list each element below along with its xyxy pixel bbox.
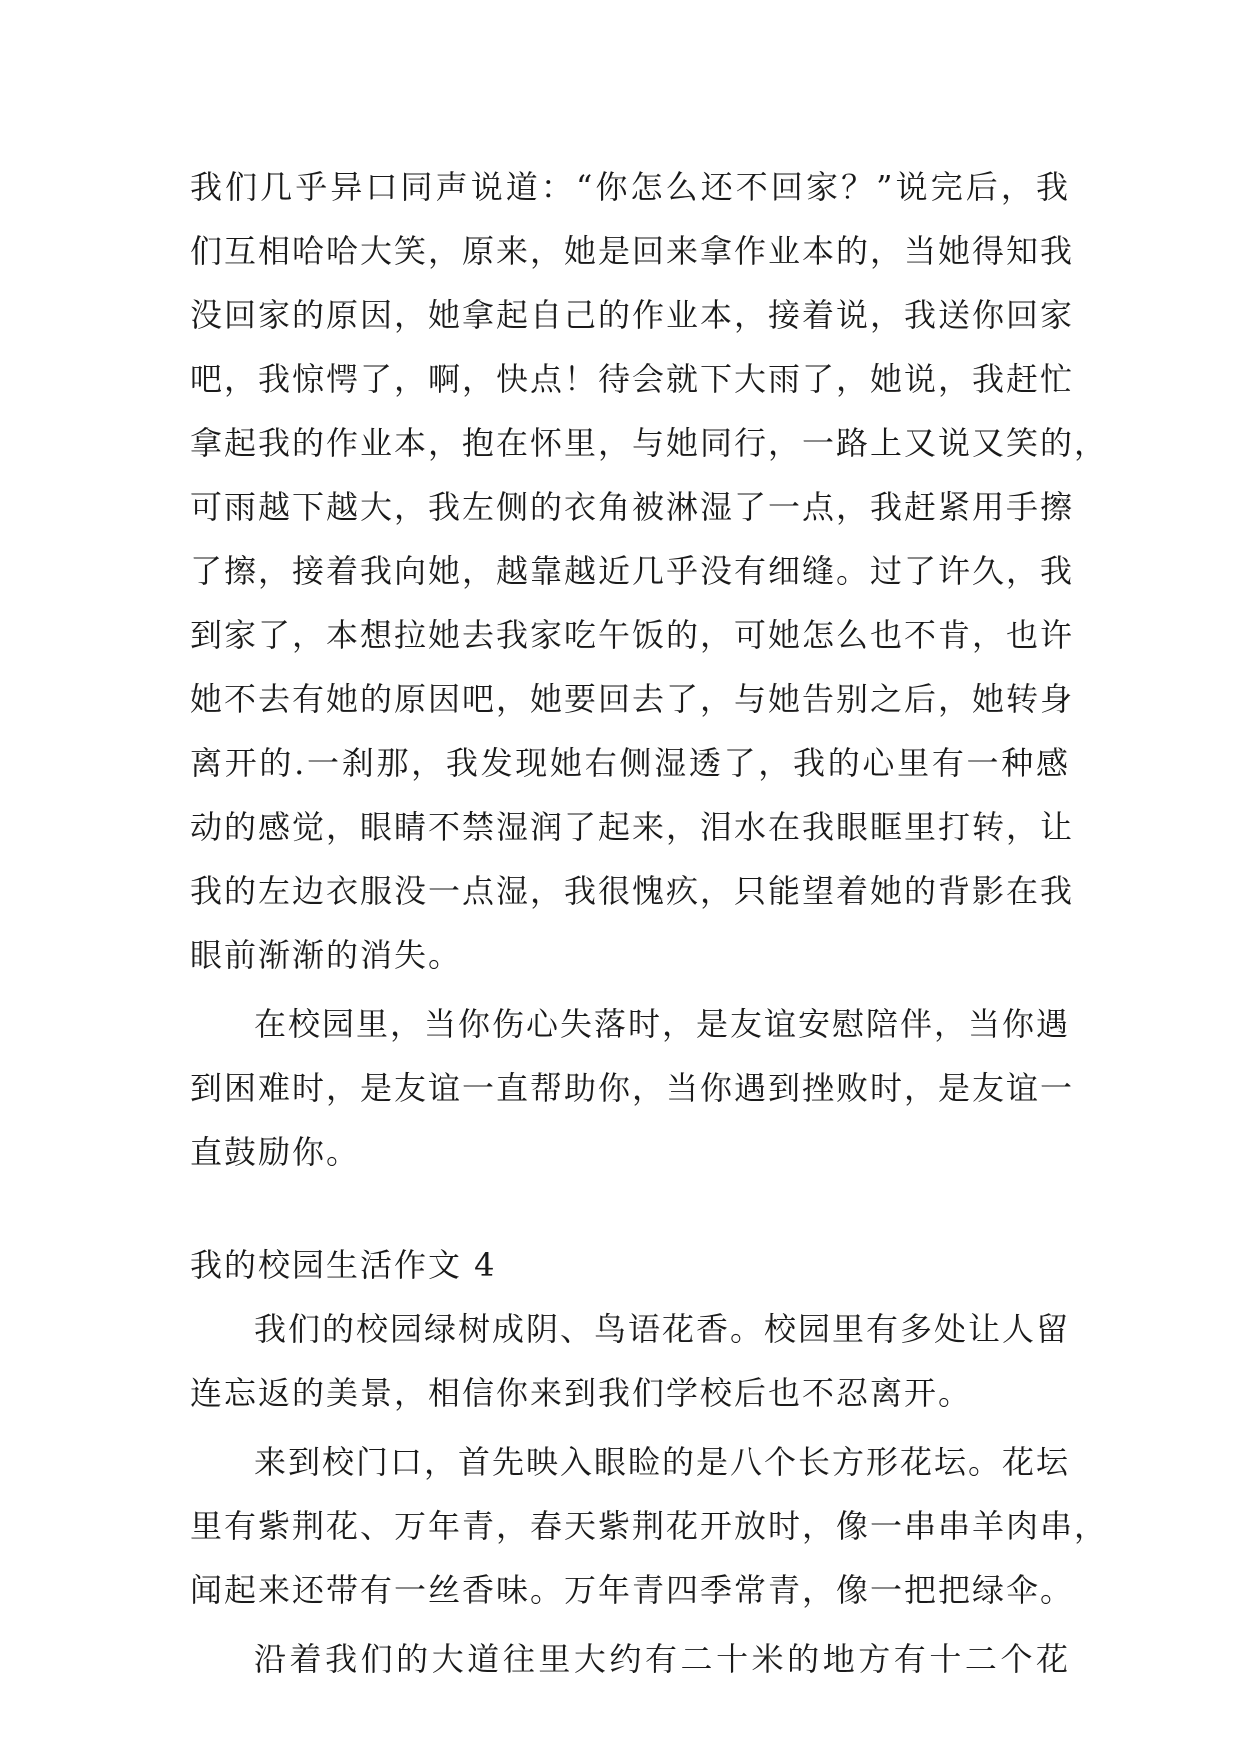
text-line: 沿着我们的大道往里大约有二十米的地方有十二个花: [254, 1640, 1070, 1678]
text-line: 来到校门口，首先映入眼睑的是八个长方形花坛。花坛: [254, 1443, 1071, 1481]
text-line: 她不去有她的原因吧，她要回去了，与她告别之后，她转身: [190, 680, 1075, 718]
text-line: 可雨越下越大，我左侧的衣角被淋湿了一点，我赶紧用手擦: [190, 488, 1075, 526]
text-line: 直鼓励你。: [190, 1133, 361, 1171]
text-line: 我的左边衣服没一点湿，我很愧疚，只能望着她的背影在我: [190, 872, 1075, 910]
text-line: 拿起我的作业本，抱在怀里，与她同行，一路上又说又笑的，: [190, 424, 1109, 462]
section-heading: 我的校园生活作文 4: [190, 1246, 497, 1284]
text-line: 闻起来还带有一丝香味。万年青四季常青，像一把把绿伞。: [190, 1571, 1075, 1609]
text-line: 眼前渐渐的消失。: [190, 936, 463, 974]
text-line: 们互相哈哈大笑，原来，她是回来拿作业本的，当她得知我: [190, 232, 1075, 270]
text-line: 离开的.一刹那，我发现她右侧湿透了，我的心里有一种感: [190, 744, 1070, 782]
text-line: 动的感觉，眼睛不禁湿润了起来，泪水在我眼眶里打转，让: [190, 808, 1075, 846]
text-line: 我们几乎异口同声说道：“你怎么还不回家？”说完后，我: [190, 168, 1070, 206]
text-line: 到家了，本想拉她去我家吃午饭的，可她怎么也不肯，也许: [190, 616, 1075, 654]
text-line: 吧，我惊愕了，啊，快点！待会就下大雨了，她说，我赶忙: [190, 360, 1075, 398]
text-line: 了擦，接着我向她，越靠越近几乎没有细缝。过了许久，我: [190, 552, 1075, 590]
text-line: 连忘返的美景，相信你来到我们学校后也不忍离开。: [190, 1374, 973, 1412]
text-line: 没回家的原因，她拿起自己的作业本，接着说，我送你回家: [190, 296, 1075, 334]
text-line: 到困难时，是友谊一直帮助你，当你遇到挫败时，是友谊一: [190, 1069, 1075, 1107]
text-line: 里有紫荆花、万年青，春天紫荆花开放时，像一串串羊肉串，: [190, 1507, 1109, 1545]
text-line: 在校园里，当你伤心失落时，是友谊安慰陪伴，当你遇: [254, 1005, 1071, 1043]
text-line: 我们的校园绿树成阴、鸟语花香。校园里有多处让人留: [254, 1310, 1071, 1348]
